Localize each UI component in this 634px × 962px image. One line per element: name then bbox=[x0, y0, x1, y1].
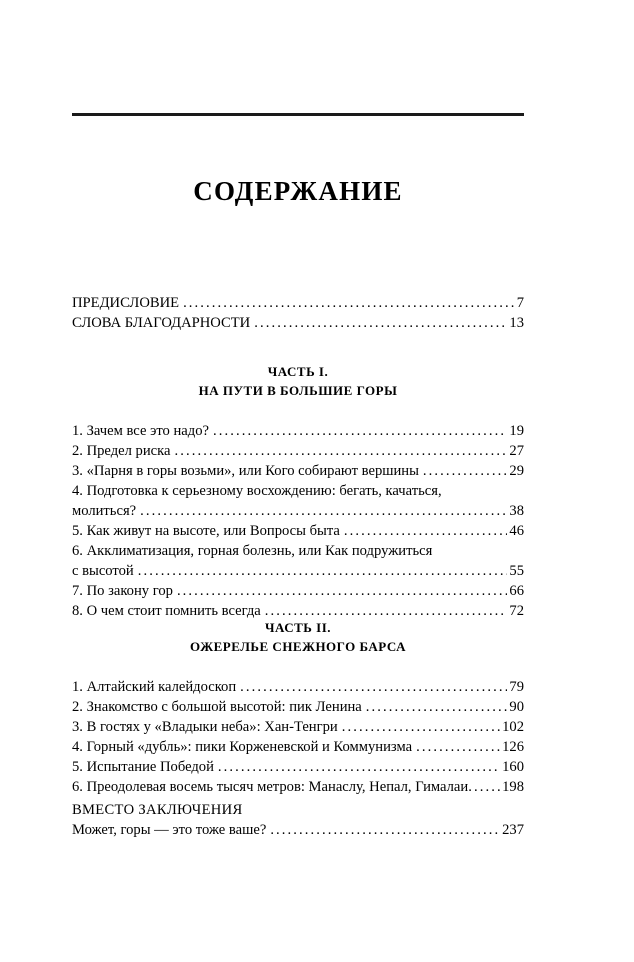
part-title: ОЖЕРЕЛЬЕ СНЕЖНОГО БАРСА bbox=[189, 639, 407, 654]
part-2-entries bbox=[72, 677, 524, 797]
toc-entry-label: СЛОВА БЛАГОДАРНОСТИ bbox=[72, 315, 251, 331]
dot-leader bbox=[240, 677, 507, 697]
closing-section bbox=[72, 800, 524, 840]
header-rule bbox=[72, 113, 524, 116]
toc-page-number: 198 bbox=[502, 779, 524, 795]
toc-entry-label: 8. О чем стоит помнить всегда bbox=[72, 603, 261, 619]
part-number: ЧАСТЬ II. bbox=[264, 620, 332, 635]
toc-entry-label: Может, горы — это тоже ваше? bbox=[72, 822, 267, 838]
toc-entry-label-cont: молиться? bbox=[72, 503, 137, 519]
part-1-entries bbox=[72, 421, 524, 621]
toc-entry-line-2[interactable] bbox=[72, 501, 524, 521]
dot-leader bbox=[254, 313, 507, 333]
dot-leader bbox=[183, 293, 515, 313]
toc-entry-label: 5. Испытание Победой bbox=[72, 759, 214, 775]
toc-entry-label: ПРЕДИСЛОВИЕ bbox=[72, 295, 180, 311]
toc-entry-label: 3. В гостях у «Владыки неба»: Хан-Тенгри bbox=[72, 719, 338, 735]
closing-heading: ВМЕСТО ЗАКЛЮЧЕНИЯ bbox=[72, 802, 243, 818]
toc-page-number: 237 bbox=[502, 822, 524, 838]
part-number: ЧАСТЬ I. bbox=[267, 364, 329, 379]
toc-page-number: 79 bbox=[509, 679, 524, 695]
toc-entry-label: 1. Зачем все это надо? bbox=[72, 423, 209, 439]
toc-entry-label: 3. «Парня в горы возьми», или Кого собирают вершины bbox=[72, 463, 419, 479]
dot-leader bbox=[423, 461, 507, 481]
dot-leader bbox=[416, 737, 500, 757]
toc-entry[interactable] bbox=[72, 441, 524, 461]
toc-page-number: 19 bbox=[509, 423, 524, 439]
dot-leader bbox=[270, 820, 500, 840]
toc-page-number: 72 bbox=[509, 603, 524, 619]
dot-leader bbox=[174, 441, 507, 461]
dot-leader bbox=[342, 717, 500, 737]
toc-page-number: 90 bbox=[509, 699, 524, 715]
toc-entry[interactable] bbox=[72, 421, 524, 441]
toc-entry-label: 6. Преодолевая восемь тысяч метров: Манаслу, Непал, Гималаи bbox=[72, 779, 469, 795]
part-2-section bbox=[72, 618, 524, 797]
part-1-heading bbox=[72, 362, 524, 400]
part-1-section bbox=[72, 362, 524, 621]
toc-page-number: 102 bbox=[502, 719, 524, 735]
toc-page-number: 27 bbox=[509, 443, 524, 459]
toc-entry[interactable] bbox=[72, 777, 524, 797]
toc-entry-preface[interactable] bbox=[72, 293, 524, 313]
toc-entry-line-2[interactable] bbox=[72, 561, 524, 581]
toc-entry-acknowledgements[interactable] bbox=[72, 313, 524, 333]
toc-entry-label: 5. Как живут на высоте, или Вопросы быта bbox=[72, 523, 340, 539]
toc-page-number: 160 bbox=[502, 759, 524, 775]
dot-leader bbox=[468, 777, 500, 797]
dot-leader bbox=[213, 421, 507, 441]
toc-entry[interactable] bbox=[72, 581, 524, 601]
toc-entry[interactable] bbox=[72, 677, 524, 697]
dot-leader bbox=[366, 697, 508, 717]
toc-entry[interactable] bbox=[72, 757, 524, 777]
toc-page-number: 46 bbox=[509, 523, 524, 539]
dot-leader bbox=[218, 757, 500, 777]
toc-entry-label: 7. По закону гор bbox=[72, 583, 173, 599]
toc-page-number: 55 bbox=[509, 563, 524, 579]
toc-entry-label: 1. Алтайский калейдоскоп bbox=[72, 679, 237, 695]
part-2-heading bbox=[72, 618, 524, 656]
toc-entry[interactable] bbox=[72, 521, 524, 541]
part-title: НА ПУТИ В БОЛЬШИЕ ГОРЫ bbox=[198, 383, 398, 398]
dot-leader bbox=[344, 521, 508, 541]
toc-entry-label-cont: с высотой bbox=[72, 563, 134, 579]
toc-page-number: 38 bbox=[509, 503, 524, 519]
dot-leader bbox=[177, 581, 507, 601]
page-title: СОДЕРЖАНИЕ bbox=[193, 176, 403, 206]
toc-page-number: 7 bbox=[516, 295, 524, 311]
toc-entry-closing[interactable] bbox=[72, 820, 524, 840]
toc-entry-line-1[interactable]: 4. Подготовка к серьезному восхождению: бегать, качаться, bbox=[72, 483, 442, 499]
front-matter-list bbox=[72, 293, 524, 333]
toc-entry-label: 4. Горный «дубль»: пики Корженевской и Коммунизма bbox=[72, 739, 413, 755]
toc-page-number: 66 bbox=[509, 583, 524, 599]
toc-entry-label: 2. Знакомство с большой высотой: пик Ленина bbox=[72, 699, 362, 715]
toc-entry[interactable] bbox=[72, 697, 524, 717]
toc-entry[interactable] bbox=[72, 461, 524, 481]
toc-entry[interactable] bbox=[72, 717, 524, 737]
toc-entry-line-1[interactable]: 6. Акклиматизация, горная болезнь, или Как подружиться bbox=[72, 543, 433, 559]
dot-leader bbox=[138, 561, 508, 581]
toc-entry[interactable] bbox=[72, 737, 524, 757]
dot-leader bbox=[140, 501, 507, 521]
toc-page-number: 13 bbox=[509, 315, 524, 331]
toc-page-number: 29 bbox=[509, 463, 524, 479]
toc-page-number: 126 bbox=[502, 739, 524, 755]
toc-entry-label: 2. Предел риска bbox=[72, 443, 171, 459]
